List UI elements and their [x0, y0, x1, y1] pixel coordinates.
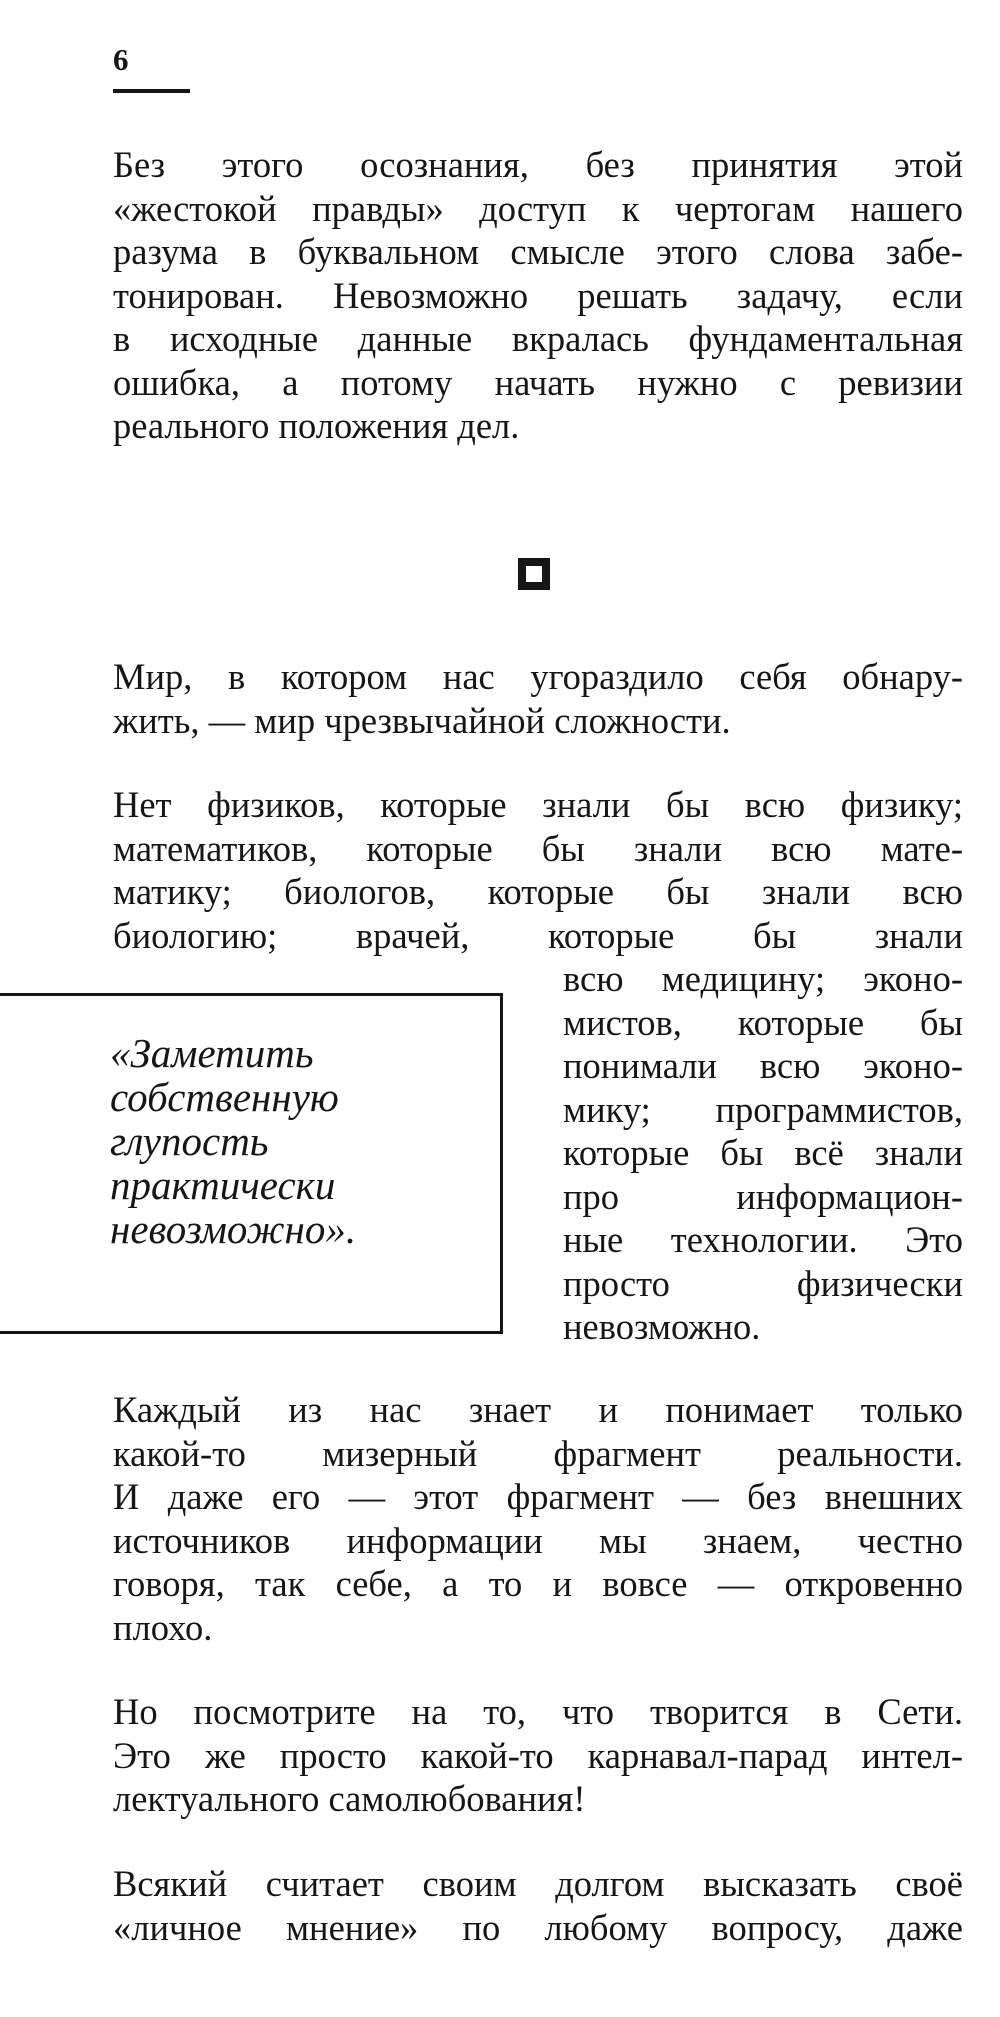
paragraph-3	[113, 783, 963, 957]
text-line: Нет физиков, которые знали бы всю физику;	[113, 784, 963, 825]
text-line: которые бы всё знали	[563, 1132, 963, 1173]
text-line: говоря, так себе, а то и вовсе — откровенно	[113, 1563, 963, 1604]
page-number-rule	[113, 89, 190, 93]
quote-line: «Заметить	[110, 1030, 314, 1076]
section-divider-square-icon	[518, 558, 550, 590]
page-number: 6	[113, 42, 129, 77]
text-line: биологию; врачей, которые бы знали	[113, 914, 963, 956]
paragraph-6	[113, 1862, 963, 1949]
text-line: тонирован. Невозможно решать задачу, если	[113, 274, 963, 316]
text-line: про информацион-	[563, 1175, 963, 1217]
text-line: «жестокой правды» доступ к чертогам нашего	[113, 187, 963, 229]
paragraph-4	[113, 1388, 963, 1649]
text-line: «личное мнение» по любому вопросу, даже	[113, 1906, 963, 1948]
pull-quote	[110, 1031, 356, 1251]
text-line: какой-то мизерный фрагмент реальности.	[113, 1432, 963, 1474]
text-line: И даже его — этот фрагмент — без внешних	[113, 1476, 963, 1517]
text-line: математиков, которые бы знали всю мате-	[113, 827, 963, 869]
text-line: всю медицину; эконо-	[563, 958, 963, 999]
text-line: источников информации мы знаем, честно	[113, 1519, 963, 1561]
text-line: жить, — мир чрезвычайной сложности.	[113, 699, 731, 741]
quote-line: глупость	[110, 1118, 269, 1164]
text-line: плохо.	[113, 1606, 213, 1648]
text-line: ные технологии. Это	[563, 1219, 963, 1260]
text-line: лектуального самолюбования!	[113, 1778, 586, 1819]
text-line: в исходные данные вкралась фундаментальная	[113, 318, 963, 359]
text-line: Это же просто какой-то карнавал-парад интел-	[113, 1734, 963, 1776]
text-line: Но посмотрите на то, что творится в Сети.	[113, 1691, 963, 1732]
text-line: матику; биологов, которые бы знали всю	[113, 871, 963, 912]
text-line: Мир, в котором нас угораздило себя обнару-	[113, 656, 963, 697]
text-line: разума в буквальном смысле этого слова забе-	[113, 231, 963, 272]
quote-line: невозможно».	[110, 1206, 357, 1252]
paragraph-3-continued	[563, 957, 963, 1349]
paragraph-5	[113, 1690, 963, 1821]
quote-line: практически	[110, 1162, 336, 1208]
text-line: Каждый из нас знает и понимает только	[113, 1389, 963, 1430]
text-line: невозможно.	[563, 1306, 761, 1347]
quote-line: собственную	[110, 1074, 339, 1120]
text-line: понимали всю эконо-	[563, 1045, 963, 1086]
paragraph-2	[113, 655, 963, 742]
text-line: реального положения дел.	[113, 405, 520, 446]
text-line: ошибка, а потому начать нужно с ревизии	[113, 361, 963, 403]
text-line: Без этого осознания, без принятия этой	[113, 144, 963, 185]
text-line: мику; программистов,	[563, 1088, 963, 1130]
text-line: мистов, которые бы	[563, 1001, 963, 1043]
text-line: Всякий считает своим долгом высказать своё	[113, 1863, 963, 1904]
text-line: просто физически	[563, 1262, 963, 1304]
paragraph-1	[113, 143, 963, 448]
